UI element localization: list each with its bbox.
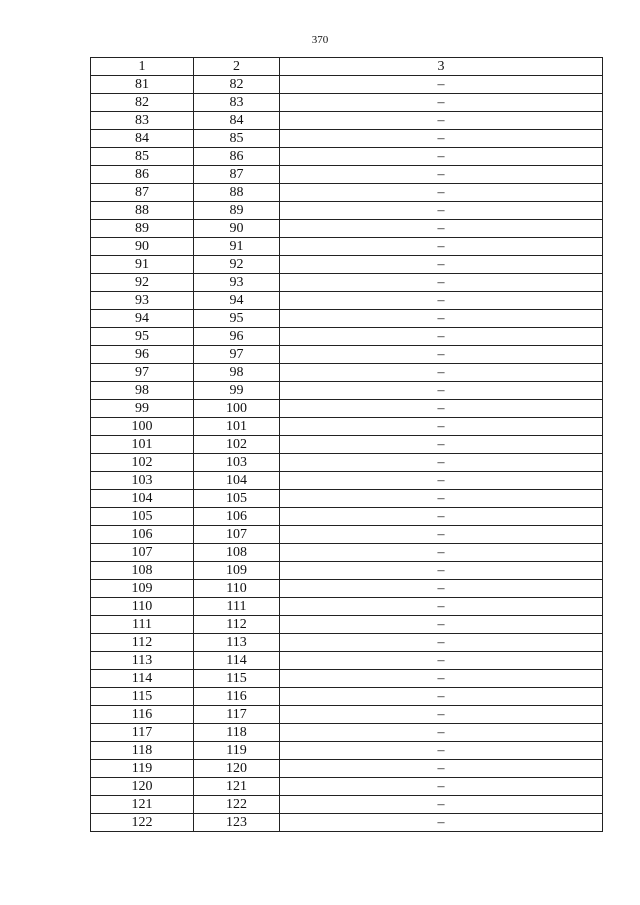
table-cell-col-1: 90 <box>91 238 194 256</box>
table-cell-col-2: 94 <box>194 292 280 310</box>
table-row <box>91 166 603 184</box>
table-header <box>91 58 603 76</box>
table-row <box>91 256 603 274</box>
table-cell-col-2: 92 <box>194 256 280 274</box>
table-cell-col-2: 93 <box>194 274 280 292</box>
table-cell-col-2: 110 <box>194 580 280 598</box>
table-cell-col-1: 119 <box>91 760 194 778</box>
table-cell-col-1: 109 <box>91 580 194 598</box>
table-cell-col-1: 100 <box>91 418 194 436</box>
table-row <box>91 724 603 742</box>
table-cell-col-3: – <box>280 562 603 580</box>
table-row <box>91 382 603 400</box>
table-cell-col-3: – <box>280 166 603 184</box>
table-cell-col-2: 83 <box>194 94 280 112</box>
table-cell-col-1: 105 <box>91 508 194 526</box>
table-cell-col-1: 96 <box>91 346 194 364</box>
table-row <box>91 310 603 328</box>
table-cell-col-1: 104 <box>91 490 194 508</box>
table-cell-col-3: – <box>280 292 603 310</box>
table-cell-col-1: 93 <box>91 292 194 310</box>
table-row <box>91 778 603 796</box>
table-cell-col-3: – <box>280 148 603 166</box>
data-table <box>90 57 603 832</box>
table-cell-col-1: 121 <box>91 796 194 814</box>
table-cell-col-3: – <box>280 274 603 292</box>
table-row <box>91 346 603 364</box>
table-row <box>91 742 603 760</box>
table-cell-col-1: 88 <box>91 202 194 220</box>
table-cell-col-2: 101 <box>194 418 280 436</box>
table-cell-col-2: 85 <box>194 130 280 148</box>
table-row <box>91 562 603 580</box>
table-cell-col-1: 89 <box>91 220 194 238</box>
table-cell-col-2: 86 <box>194 148 280 166</box>
column-header-1: 1 <box>91 58 194 76</box>
table-cell-col-3: – <box>280 238 603 256</box>
table-row <box>91 148 603 166</box>
table-cell-col-2: 99 <box>194 382 280 400</box>
table-cell-col-3: – <box>280 112 603 130</box>
table-cell-col-2: 104 <box>194 472 280 490</box>
table-cell-col-2: 114 <box>194 652 280 670</box>
table-body <box>91 76 603 832</box>
table-cell-col-2: 119 <box>194 742 280 760</box>
table-cell-col-2: 112 <box>194 616 280 634</box>
table-cell-col-3: – <box>280 652 603 670</box>
table-row <box>91 130 603 148</box>
table-cell-col-1: 83 <box>91 112 194 130</box>
table-cell-col-3: – <box>280 130 603 148</box>
table-cell-col-3: – <box>280 94 603 112</box>
table-row <box>91 490 603 508</box>
table-cell-col-1: 106 <box>91 526 194 544</box>
table-cell-col-3: – <box>280 256 603 274</box>
table-cell-col-1: 107 <box>91 544 194 562</box>
table-cell-col-2: 106 <box>194 508 280 526</box>
table-header-row <box>91 58 603 76</box>
table-row <box>91 706 603 724</box>
table-row <box>91 220 603 238</box>
table-row <box>91 670 603 688</box>
table-cell-col-3: – <box>280 400 603 418</box>
table-cell-col-1: 95 <box>91 328 194 346</box>
table-cell-col-2: 95 <box>194 310 280 328</box>
table-cell-col-3: – <box>280 778 603 796</box>
table-cell-col-2: 87 <box>194 166 280 184</box>
table-row <box>91 364 603 382</box>
table-cell-col-1: 118 <box>91 742 194 760</box>
column-header-2: 2 <box>194 58 280 76</box>
table-cell-col-1: 84 <box>91 130 194 148</box>
table-cell-col-2: 105 <box>194 490 280 508</box>
table-cell-col-2: 111 <box>194 598 280 616</box>
table-cell-col-2: 120 <box>194 760 280 778</box>
table-cell-col-3: – <box>280 418 603 436</box>
table-cell-col-3: – <box>280 724 603 742</box>
table-cell-col-3: – <box>280 364 603 382</box>
table-row <box>91 418 603 436</box>
table-cell-col-2: 121 <box>194 778 280 796</box>
table-cell-col-1: 99 <box>91 400 194 418</box>
table-cell-col-1: 112 <box>91 634 194 652</box>
table-cell-col-3: – <box>280 346 603 364</box>
table-cell-col-1: 122 <box>91 814 194 832</box>
table-cell-col-3: – <box>280 634 603 652</box>
table-cell-col-3: – <box>280 544 603 562</box>
table-row <box>91 184 603 202</box>
table-cell-col-2: 118 <box>194 724 280 742</box>
table-cell-col-2: 91 <box>194 238 280 256</box>
table-cell-col-2: 108 <box>194 544 280 562</box>
table-cell-col-2: 103 <box>194 454 280 472</box>
table-row <box>91 634 603 652</box>
table-row <box>91 400 603 418</box>
table-cell-col-2: 122 <box>194 796 280 814</box>
table-row <box>91 508 603 526</box>
table-row <box>91 526 603 544</box>
table-cell-col-1: 115 <box>91 688 194 706</box>
table-cell-col-2: 102 <box>194 436 280 454</box>
table-row <box>91 238 603 256</box>
table-cell-col-2: 113 <box>194 634 280 652</box>
table-cell-col-1: 94 <box>91 310 194 328</box>
table-cell-col-3: – <box>280 472 603 490</box>
table-cell-col-2: 116 <box>194 688 280 706</box>
page-number: 370 <box>311 34 329 46</box>
table-cell-col-2: 90 <box>194 220 280 238</box>
table-cell-col-1: 97 <box>91 364 194 382</box>
table-row <box>91 544 603 562</box>
table-row <box>91 202 603 220</box>
table-cell-col-3: – <box>280 670 603 688</box>
table-cell-col-3: – <box>280 796 603 814</box>
table-cell-col-2: 84 <box>194 112 280 130</box>
table-cell-col-3: – <box>280 220 603 238</box>
table-cell-col-3: – <box>280 742 603 760</box>
table-cell-col-1: 101 <box>91 436 194 454</box>
table-cell-col-2: 100 <box>194 400 280 418</box>
table-cell-col-1: 117 <box>91 724 194 742</box>
table-cell-col-3: – <box>280 436 603 454</box>
table-cell-col-3: – <box>280 490 603 508</box>
table-cell-col-3: – <box>280 184 603 202</box>
table-cell-col-1: 116 <box>91 706 194 724</box>
table-row <box>91 472 603 490</box>
table-cell-col-3: – <box>280 688 603 706</box>
table-cell-col-2: 88 <box>194 184 280 202</box>
table-cell-col-3: – <box>280 814 603 832</box>
table-cell-col-1: 113 <box>91 652 194 670</box>
table-cell-col-1: 108 <box>91 562 194 580</box>
table-cell-col-2: 109 <box>194 562 280 580</box>
table-cell-col-1: 98 <box>91 382 194 400</box>
table-cell-col-3: – <box>280 598 603 616</box>
table-cell-col-3: – <box>280 616 603 634</box>
table-cell-col-2: 123 <box>194 814 280 832</box>
table-cell-col-1: 86 <box>91 166 194 184</box>
table-row <box>91 292 603 310</box>
table-cell-col-2: 107 <box>194 526 280 544</box>
table-cell-col-2: 82 <box>194 76 280 94</box>
table-row <box>91 274 603 292</box>
table-row <box>91 112 603 130</box>
table-cell-col-2: 89 <box>194 202 280 220</box>
table-cell-col-3: – <box>280 310 603 328</box>
table-cell-col-1: 111 <box>91 616 194 634</box>
table-cell-col-3: – <box>280 760 603 778</box>
table-row <box>91 814 603 832</box>
table-row <box>91 688 603 706</box>
table-cell-col-2: 117 <box>194 706 280 724</box>
table-cell-col-1: 87 <box>91 184 194 202</box>
table-cell-col-3: – <box>280 508 603 526</box>
table-row <box>91 94 603 112</box>
table-cell-col-3: – <box>280 706 603 724</box>
table-row <box>91 616 603 634</box>
table-cell-col-3: – <box>280 580 603 598</box>
table-cell-col-2: 98 <box>194 364 280 382</box>
table-cell-col-1: 92 <box>91 274 194 292</box>
table-cell-col-1: 91 <box>91 256 194 274</box>
table-cell-col-1: 81 <box>91 76 194 94</box>
table-row <box>91 598 603 616</box>
table-cell-col-3: – <box>280 202 603 220</box>
table-cell-col-1: 102 <box>91 454 194 472</box>
table-cell-col-1: 85 <box>91 148 194 166</box>
table-cell-col-3: – <box>280 382 603 400</box>
table-cell-col-3: – <box>280 454 603 472</box>
table-cell-col-3: – <box>280 76 603 94</box>
table-cell-col-1: 114 <box>91 670 194 688</box>
table-cell-col-1: 110 <box>91 598 194 616</box>
table-cell-col-1: 82 <box>91 94 194 112</box>
table-cell-col-2: 115 <box>194 670 280 688</box>
table-row <box>91 652 603 670</box>
table-row <box>91 436 603 454</box>
table-cell-col-2: 96 <box>194 328 280 346</box>
table-row <box>91 580 603 598</box>
table-cell-col-3: – <box>280 328 603 346</box>
table-row <box>91 796 603 814</box>
table-row <box>91 76 603 94</box>
table-cell-col-2: 97 <box>194 346 280 364</box>
table-cell-col-1: 120 <box>91 778 194 796</box>
table-cell-col-1: 103 <box>91 472 194 490</box>
table-cell-col-3: – <box>280 526 603 544</box>
table-row <box>91 454 603 472</box>
table-row <box>91 328 603 346</box>
table-row <box>91 760 603 778</box>
column-header-3: 3 <box>280 58 603 76</box>
